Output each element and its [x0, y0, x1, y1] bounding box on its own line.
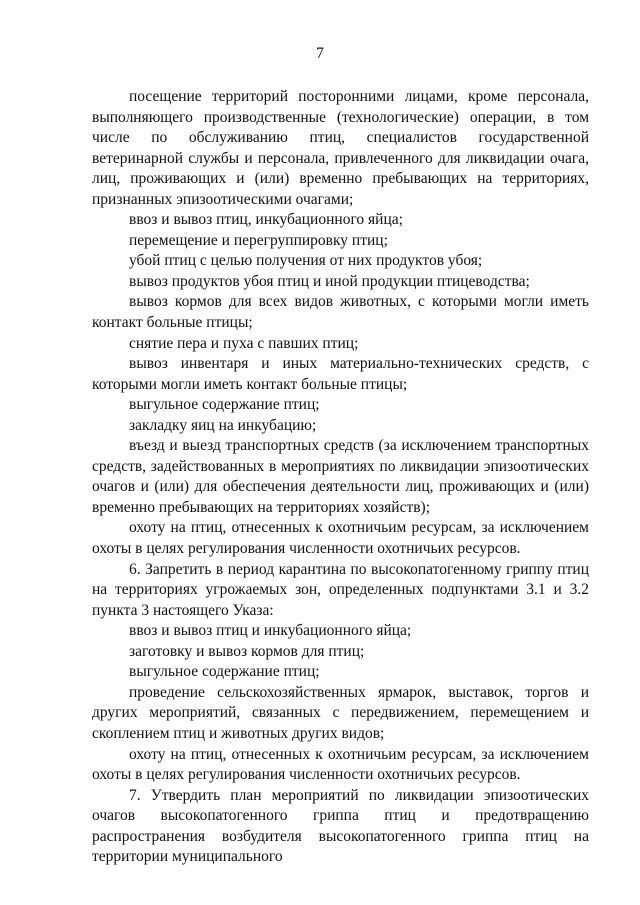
paragraph-zone-free-range: выгульное содержание птиц;: [129, 663, 320, 681]
paragraph-slaughter: убой птиц с целью получения от них продуктов убоя;: [129, 252, 483, 270]
paragraph-feather-removal: снятие пера и пуха с павших птиц;: [129, 334, 359, 352]
paragraph-vehicle-entry: въезд и выезд транспортных средств (за исключением транспортных средств, задействованных в мероприятиях по ликвидации эпизоотических очагов и (или) для обеспечения деятельности лиц, проживающих и (или) временно пребывающих на территориях хозяйств);: [92, 437, 589, 516]
paragraph-zone-fairs: проведение сельскохозяйственных ярмарок, выставок, торгов и других мероприятий, связанных с передвижением, перемещением и скоплением птиц и животных других видов;: [92, 683, 589, 742]
paragraph-visitor-access: посещение территорий посторонними лицами, кроме персонала, выполняющего производственные (технологические) операции, в том числе по обслуживанию птиц, специалистов государственной ветеринарной службы и персонала, привлеченного для ликвидации очага, лиц, проживающих и (или) временно пребывающих на территориях, признанных эпизоотическими очагами;: [92, 88, 589, 208]
paragraph-equipment-removal: вывоз инвентаря и иных материально-технических средств, с которыми могли иметь контакт больные птицы;: [92, 355, 589, 393]
paragraph-bird-egg-transport: ввоз и вывоз птиц, инкубационного яйца;: [129, 211, 403, 229]
paragraph-free-range: выгульное содержание птиц;: [129, 396, 320, 414]
paragraph-feed-removal: вывоз кормов для всех видов животных, с которыми могли иметь контакт больные птицы;: [92, 293, 589, 332]
paragraph-zone-bird-egg-transport: ввоз и вывоз птиц и инкубационного яйца;: [129, 622, 412, 640]
paragraph-bird-regrouping: перемещение и перегруппировку птиц;: [129, 231, 388, 249]
paragraph-egg-incubation: закладку яиц на инкубацию;: [129, 416, 317, 434]
paragraph-item-7: 7. Утвердить план мероприятий по ликвидации эпизоотических очагов высокопатогенного гриппа птиц и предотвращению распространения возбудителя высокопатогенного гриппа птиц на территории муниципального: [92, 786, 589, 866]
paragraph-item-6: 6. Запретить в период карантина по высокопатогенному гриппу птиц на территориях угрожаемых зон, определенных подпунктами 3.1 и 3.2 пункта 3 настоящего Указа:: [92, 560, 589, 619]
paragraph-hunting: охоту на птиц, отнесенных к охотничьим ресурсам, за исключением охоты в целях регулирования численности охотничьих ресурсов.: [92, 519, 589, 558]
paragraph-zone-feed: заготовку и вывоз кормов для птиц;: [129, 642, 365, 660]
page-number: 7: [316, 45, 324, 62]
paragraph-slaughter-products: вывоз продуктов убоя птиц и иной продукции птицеводства;: [129, 272, 530, 290]
paragraph-zone-hunting: охоту на птиц, отнесенных к охотничьим ресурсам, за исключением охоты в целях регулирования численности охотничьих ресурсов.: [92, 745, 589, 784]
body-text: [92, 87, 589, 868]
